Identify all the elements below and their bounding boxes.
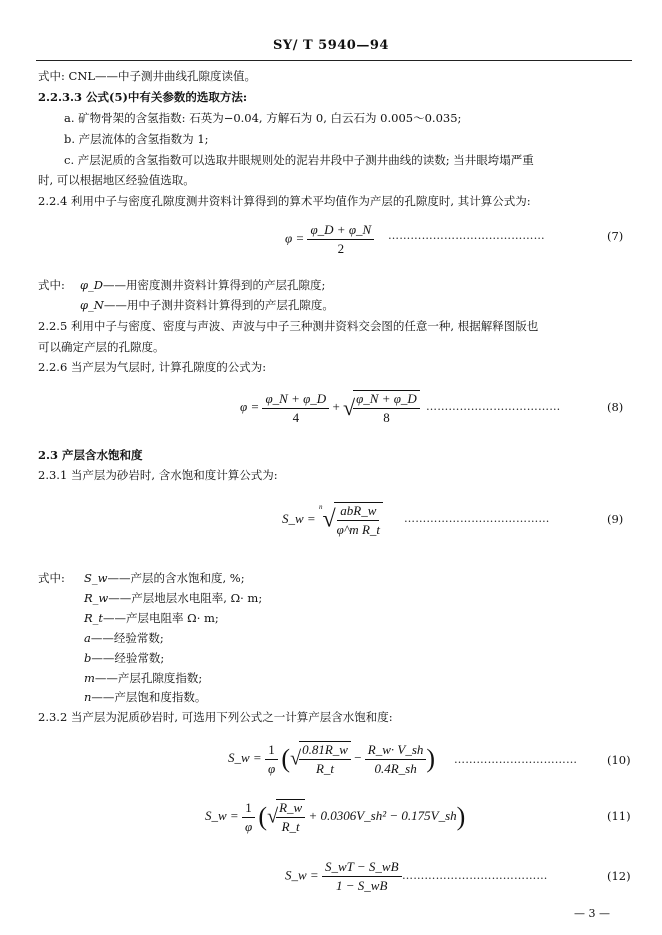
- eq11-a-den: R_t: [281, 819, 300, 834]
- body-line: 2.2.4 利用中子与密度孔隙度测井资料计算得到的算术平均值作为产层的孔隙度时, 其计算公式为:: [38, 194, 531, 208]
- body-line: 时, 可以根据地区经验值选取。: [38, 173, 195, 187]
- eq11-tail: + 0.0306V_sh² − 0.175V_sh: [308, 807, 457, 823]
- sqrt-icon: √: [267, 805, 279, 828]
- eq11-lhs: S_w =: [205, 807, 239, 823]
- eq8-plus: +: [332, 398, 340, 414]
- standard-code-header: SY/ T 5940—94: [273, 38, 389, 53]
- eq11-pre-num: 1: [242, 800, 255, 818]
- eq9-denominator: φ^m R_t: [336, 522, 380, 537]
- eq11-fraction-a: [276, 799, 305, 835]
- eq10-prefactor: [265, 742, 278, 777]
- body-line: b. 产层流体的含氢指数为 1;: [64, 132, 209, 146]
- eq10-fraction-a: [299, 741, 351, 777]
- eq10-pre-den: φ: [267, 760, 276, 776]
- eq8-num-2: φ_N + φ_D: [353, 391, 420, 409]
- where-desc: ——用密度测井资料计算得到的产层孔隙度;: [103, 278, 326, 292]
- eq10-b-den: 0.4R_sh: [374, 760, 417, 776]
- where-desc: ——产层饱和度指数。: [91, 690, 207, 704]
- where-item: [84, 650, 164, 666]
- eq9-fraction: [334, 502, 383, 538]
- where-desc: ——产层电阻率 Ω· m;: [103, 611, 219, 625]
- where-desc: ——用中子测井资料计算得到的产层孔隙度。: [103, 298, 334, 312]
- equation-11: S_w = $\frac{1}{\varphi}$ (√ $\frac{R\_w}{R\_t}$ + 0.0306V_sh² − 0.175V_sh): [205, 799, 466, 834]
- eq8-fraction-1: [262, 391, 329, 426]
- where-symbol: a: [84, 631, 91, 645]
- sqrt-icon: √: [343, 395, 356, 420]
- where-lead: 式中:: [38, 278, 65, 292]
- where-symbol: S_w: [84, 571, 108, 585]
- where-desc: ——经验常数;: [90, 631, 164, 645]
- equation-10: S_w = $\frac{1}{\varphi}$ (√ $\frac{0.81R\_w}{R\_t}$ − $\frac{R\_w\cdot V\_sh}{0.4R\_sh}$ ): [228, 741, 436, 776]
- eq11-number: (11): [607, 809, 631, 823]
- where-symbol: m: [84, 671, 95, 685]
- eq11-pre-den: φ: [244, 818, 253, 834]
- eq8-lhs: φ =: [240, 398, 260, 414]
- body-line: 2.2.6 当产层为气层时, 计算孔隙度的公式为:: [38, 360, 267, 374]
- where-item: [84, 630, 164, 646]
- eq8-number: (8): [607, 400, 624, 414]
- where-desc: ——产层的含水饱和度, %;: [107, 571, 245, 585]
- page-number: — 3 —: [574, 907, 610, 920]
- equation-8: [240, 390, 420, 426]
- eq12-number: (12): [607, 869, 631, 883]
- eq10-number: (10): [607, 753, 631, 767]
- eq10-pre-num: 1: [265, 742, 278, 760]
- eq7-numerator: φ_D + φ_N: [307, 222, 374, 240]
- eq11-prefactor: [242, 800, 255, 835]
- body-line: c. 产层泥质的含氢指数可以选取井眼规则处的泥岩井段中子测井曲线的读数; 当井眼垮塌严重: [64, 153, 534, 167]
- eq7-denominator: 2: [337, 241, 345, 256]
- where-item: [80, 277, 325, 293]
- eq8-num-1: φ_N + φ_D: [262, 391, 329, 409]
- body-line: 2.2.5 利用中子与密度、密度与声波、声波与中子三种测井资料交会图的任意一种, 根据解释图版也: [38, 319, 539, 333]
- eq12-numerator: S_wT − S_wB: [322, 859, 402, 877]
- equation-7: [285, 222, 374, 257]
- eq10-b-num: R_w· V_sh: [365, 742, 427, 760]
- where-symbol: R_t: [84, 611, 104, 625]
- eq8-fraction-2: [353, 390, 420, 426]
- eq7-number: (7): [607, 229, 624, 243]
- section-title: 2.3 产层含水饱和度: [38, 448, 143, 462]
- eq8-den-1: 4: [292, 409, 300, 425]
- where-item: [84, 590, 262, 606]
- body-line: 2.2.3.3 公式(5)中有关参数的选取方法:: [38, 90, 248, 104]
- eq8-leader-dots: ………………………………: [426, 400, 561, 413]
- eq9-lhs: S_w =: [282, 510, 316, 526]
- body-line: 式中: CNL——中子测井曲线孔隙度读值。: [38, 69, 257, 83]
- where-symbol: φ_N: [80, 298, 104, 312]
- eq11-a-num: R_w: [276, 800, 305, 818]
- eq12-lhs: S_w =: [285, 867, 319, 883]
- eq10-minus: −: [354, 749, 362, 765]
- where-item: [80, 297, 334, 313]
- equation-9: [282, 502, 383, 538]
- eq10-leader-dots: ……………………………: [454, 753, 578, 766]
- where-symbol: φ_D: [80, 278, 104, 292]
- where-item: [84, 670, 202, 686]
- eq7-fraction: [307, 222, 374, 257]
- eq12-leader-dots: …………………………………: [402, 869, 548, 882]
- where-desc: ——产层地层水电阻率, Ω· m;: [108, 591, 263, 605]
- eq9-numerator: abR_w: [337, 503, 379, 521]
- where-desc: ——经验常数;: [91, 651, 165, 665]
- body-line: a. 矿物骨架的含氢指数: 石英为−0.04, 方解石为 0, 白云石为 0.005～0.035;: [64, 111, 462, 125]
- where-symbol: R_w: [84, 591, 109, 605]
- where-symbol: n: [84, 690, 92, 704]
- eq10-lhs: S_w =: [228, 749, 262, 765]
- body-line: 2.3.1 当产层为砂岩时, 含水饱和度计算公式为:: [38, 468, 278, 482]
- body-line: 可以确定产层的孔隙度。: [38, 340, 165, 354]
- eq9-leader-dots: …………………………………: [404, 512, 550, 525]
- where-desc: ——产层孔隙度指数;: [94, 671, 203, 685]
- eq12-denominator: 1 − S_wB: [336, 878, 388, 893]
- eq9-number: (9): [607, 512, 624, 526]
- where-item: [84, 689, 206, 705]
- equation-12: [285, 859, 402, 894]
- header-rule: [36, 60, 632, 61]
- where-symbol: b: [84, 651, 92, 665]
- where-item: [84, 570, 245, 586]
- where-lead: 式中:: [38, 571, 65, 585]
- eq9-root-index: n: [318, 502, 323, 511]
- eq10-a-num: 0.81R_w: [299, 742, 351, 760]
- eq10-fraction-b: [365, 742, 427, 777]
- eq12-fraction: [322, 859, 402, 894]
- sqrt-icon: √: [322, 506, 336, 533]
- sqrt-icon: √: [290, 747, 302, 770]
- eq10-a-den: R_t: [315, 761, 335, 776]
- eq8-den-2: 8: [383, 410, 390, 425]
- where-item: [84, 610, 219, 626]
- body-line: 2.3.2 当产层为泥质砂岩时, 可选用下列公式之一计算产层含水饱和度:: [38, 710, 393, 724]
- eq7-lhs: φ =: [285, 230, 305, 246]
- eq7-leader-dots: ……………………………………: [388, 229, 545, 242]
